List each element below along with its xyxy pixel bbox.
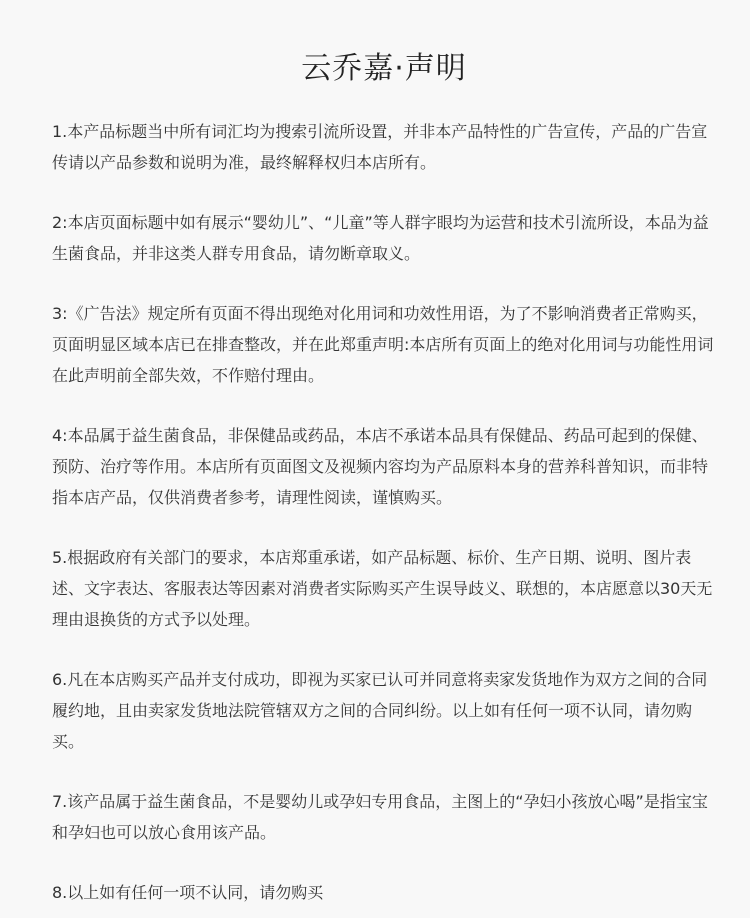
clause-list [52, 116, 716, 908]
clause-7: 7.该产品属于益生菌食品，不是婴幼儿或孕妇专用食品，主图上的“孕妇小孩放心喝”是指宝宝和孕妇也可以放心食用该产品。 [52, 792, 708, 842]
clause-8: 8.以上如有任何一项不认同，请勿购买 [52, 883, 324, 902]
clause-5: 5.根据政府有关部门的要求，本店郑重承诺，如产品标题、标价、生产日期、说明、图片表述、文字表达、客服表达等因素对消费者实际购买产生误导歧义、联想的，本店愿意以30天无理由退换货的方式予以处理。 [52, 548, 713, 629]
clause-3: 3:《广告法》规定所有页面不得出现绝对化用词和功效性用语，为了不影响消费者正常购买，页面明显区域本店已在排查整改，并在此郑重声明:本店所有页面上的绝对化用词与功能性用词在此声明前全部失效，不作赔付理由。 [52, 304, 714, 385]
clause-6: 6.凡在本店购买产品并支付成功，即视为买家已认可并同意将卖家发货地作为双方之间的合同履约地，且由卖家发货地法院管辖双方之间的合同纠纷。以上如有任何一项不认同，请勿购买。 [52, 670, 708, 751]
page-title: 云乔嘉·声明 [301, 51, 467, 86]
clause-1: 1.本产品标题当中所有词汇均为搜索引流所设置，并非本产品特性的广告宣传，产品的广告宣传请以产品参数和说明为准，最终解释权归本店所有。 [52, 122, 708, 172]
clause-4: 4:本品属于益生菌食品，非保健品或药品，本店不承诺本品具有保健品、药品可起到的保健、预防、治疗等作用。本店所有页面图文及视频内容均为产品原料本身的营养科普知识，而非特指本店产品，仅供消费者参考，请理性阅读，谨慎购买。 [52, 426, 709, 507]
clause-2: 2:本店页面标题中如有展示“婴幼儿”、“儿童”等人群字眼均为运营和技术引流所设，本品为益生菌食品，并非这类人群专用食品，请勿断章取义。 [52, 213, 709, 263]
